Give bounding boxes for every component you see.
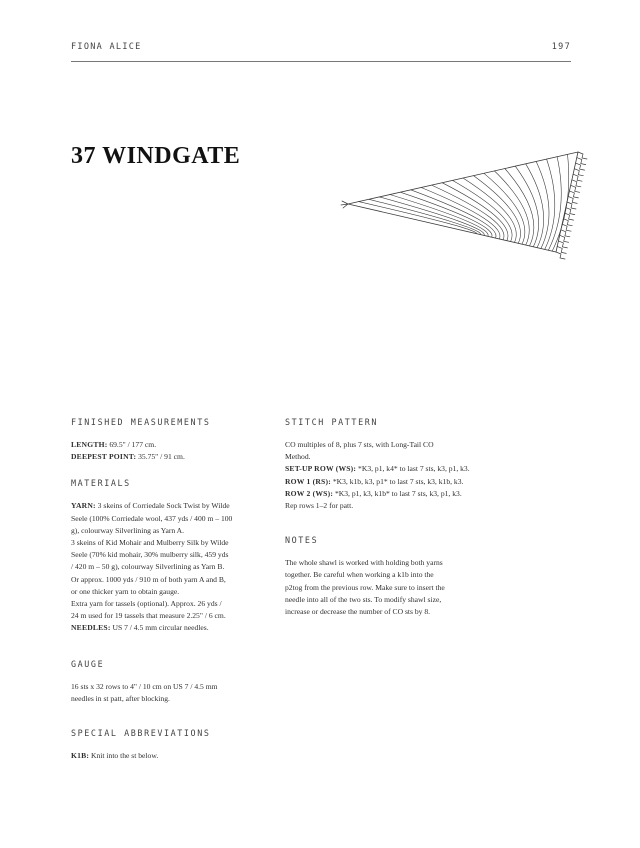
setup-row-label: SET-UP ROW (WS): xyxy=(285,464,357,474)
yarn-line: Seele (70% kid mohair, 30% mulberry silk, 459 yds xyxy=(71,550,229,560)
depth-value: 35.75" / 91 cm. xyxy=(138,452,185,462)
k1b-value: Knit into the st below. xyxy=(89,751,159,761)
stitch-pattern-body xyxy=(285,439,490,512)
left-column xyxy=(71,416,276,762)
special-abbreviations-heading: SPECIAL ABBREVIATIONS xyxy=(71,728,211,739)
notes-line: needle into all of the two sts. To modify shawl size, xyxy=(285,594,442,604)
row-2-line xyxy=(285,488,490,500)
finished-measurements-section xyxy=(71,416,276,463)
notes-line: The whole shawl is worked with holding both yarns xyxy=(285,558,443,568)
yarn-line: 3 skeins of Kid Mohair and Mulberry Silk by Wilde xyxy=(71,538,229,548)
yarn-line: g), colourway Silverlining as Yarn A. xyxy=(71,525,185,535)
setup-row-line xyxy=(285,463,490,475)
row-1-line xyxy=(285,476,490,488)
yarn-line xyxy=(71,500,276,512)
depth-label: DEEPEST POINT: xyxy=(71,452,137,462)
needles-label: NEEDLES: xyxy=(71,623,111,633)
right-column xyxy=(285,416,490,618)
gauge-section xyxy=(71,658,276,705)
length-label: LENGTH: xyxy=(71,440,108,449)
yarn-line: Extra yarn for tassels (optional). Approx. 26 yds / xyxy=(71,599,222,609)
gauge-heading: GAUGE xyxy=(71,658,105,669)
yarn-line: Or approx. 1000 yds / 910 m of both yarn A and B, xyxy=(71,574,226,584)
repeat-line: Rep rows 1–2 for patt. xyxy=(285,501,354,511)
stitch-pattern-section xyxy=(285,416,490,512)
row-1-label: ROW 1 (RS): xyxy=(285,476,331,486)
gauge-line: needles in st patt, after blocking. xyxy=(71,693,170,703)
notes-heading: NOTES xyxy=(285,535,319,546)
notes-section xyxy=(285,534,490,618)
k1b-label: K1B: xyxy=(71,751,90,761)
length-value: 69.5" / 177 cm. xyxy=(109,440,157,449)
length-line xyxy=(71,439,276,451)
notes-line: p2tog from the previous row. Make sure to insert the xyxy=(285,582,445,592)
row-2-label: ROW 2 (WS): xyxy=(285,488,334,498)
row-1-text: *K3, k1b, k3, p1* to last 7 sts, k3, k1b, k3. xyxy=(330,476,464,486)
notes-line: increase or decrease the number of CO sts by 8. xyxy=(285,607,431,617)
stitch-pattern-heading: STITCH PATTERN xyxy=(285,417,378,427)
row-2-text: *K3, p1, k3, k1b* to last 7 sts, k3, p1, k3. xyxy=(333,488,462,498)
stitch-intro-line: Method. xyxy=(285,452,311,462)
notes-line: together. Be careful when working a k1b into the xyxy=(285,570,434,580)
materials-heading: MATERIALS xyxy=(71,478,131,489)
special-abbreviations-section xyxy=(71,727,276,762)
running-head xyxy=(71,42,571,56)
yarn-line: or one thicker yarn to obtain gauge. xyxy=(71,586,180,596)
yarn-line: / 420 m – 50 g), colourway Silverlining as Yarn B. xyxy=(71,562,225,572)
finished-measurements-heading: FINISHED MEASUREMENTS xyxy=(71,417,211,427)
page-number: 197 xyxy=(551,42,571,52)
gauge-paragraph xyxy=(71,681,276,705)
k1b-line xyxy=(71,750,276,762)
gauge-line: 16 sts x 32 rows to 4" / 10 cm on US 7 / 4.5 mm xyxy=(71,681,218,691)
running-head-author: FIONA ALICE xyxy=(71,42,142,52)
yarn-line: 24 m used for 19 tassels that measure 2.25" / 6 cm. xyxy=(71,611,226,621)
shawl-sketch-icon xyxy=(338,146,588,264)
notes-paragraph xyxy=(285,557,490,618)
stitch-intro-line: CO multiples of 8, plus 7 sts, with Long-Tail CO xyxy=(285,440,434,449)
yarn-paragraph xyxy=(71,500,276,634)
needles-line xyxy=(71,622,276,634)
setup-row-text: *K3, p1, k4* to last 7 sts, k3, p1, k3. xyxy=(356,464,470,474)
materials-section xyxy=(71,477,276,634)
depth-line xyxy=(71,451,276,463)
header-rule xyxy=(71,61,571,62)
yarn-text: 3 skeins of Corriedale Sock Twist by Wilde xyxy=(95,501,230,511)
yarn-label: YARN: xyxy=(71,501,96,511)
needles-value: US 7 / 4.5 mm circular needles. xyxy=(110,623,209,633)
pattern-title: 37 WINDGATE xyxy=(71,143,241,169)
yarn-line: Seele (100% Corriedale wool, 437 yds / 400 m – 100 xyxy=(71,513,233,523)
